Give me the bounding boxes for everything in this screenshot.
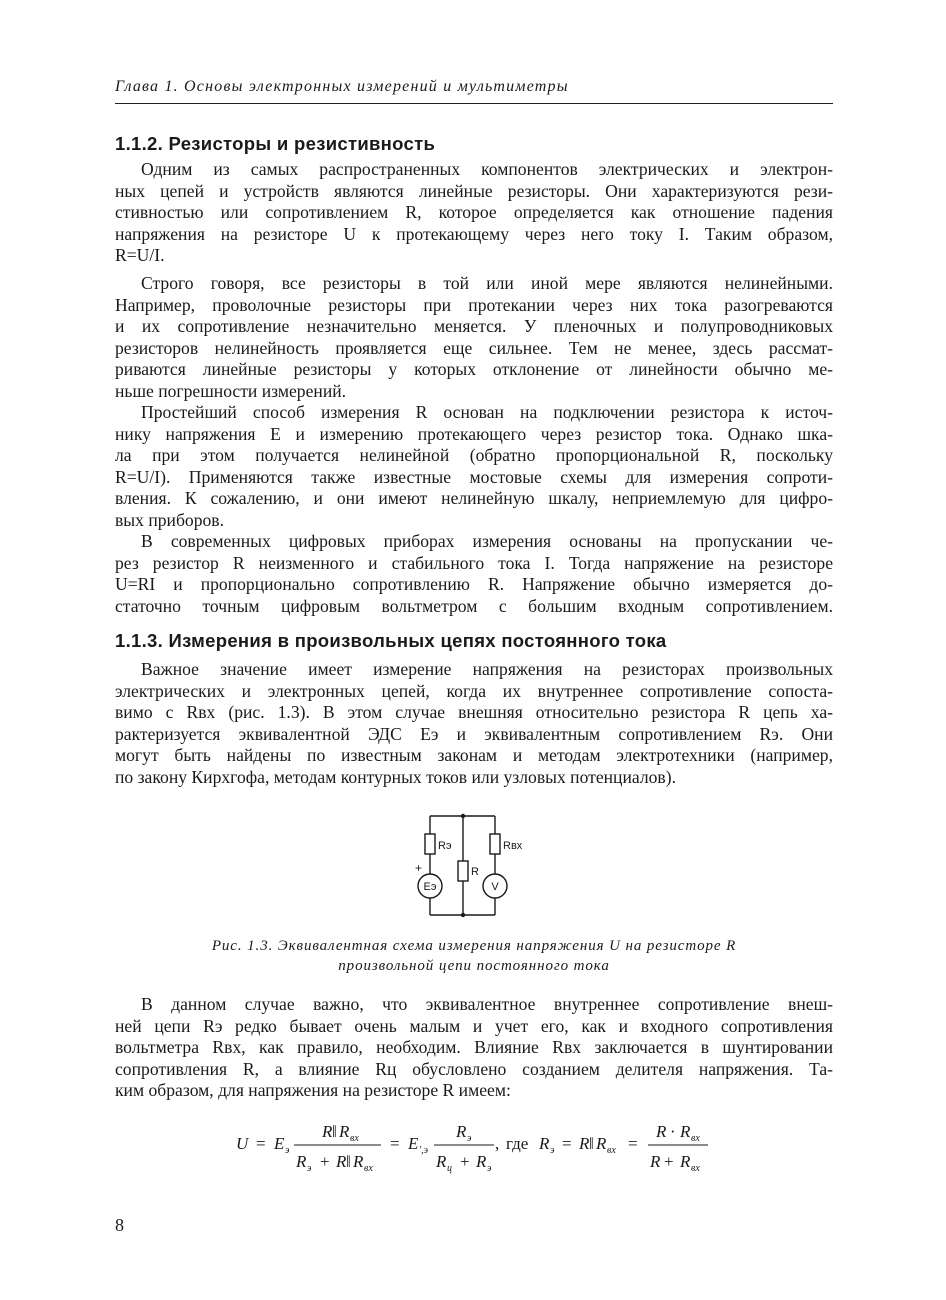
f-dot: · xyxy=(670,1122,676,1141)
f-eq: = xyxy=(256,1134,266,1153)
text-line: сопротивления R, а влияние Rц обусловлено созданием делителя напряжения. Та- xyxy=(115,1058,833,1079)
f-r: R xyxy=(650,1152,661,1171)
text-line: риваются линейные резисторы у которых отклонение от линейности обычно ме- xyxy=(115,359,833,379)
paragraph-3 xyxy=(115,402,833,531)
f-sub: вх xyxy=(691,1133,700,1144)
f-r: R xyxy=(680,1122,691,1141)
text-line: R=U/I. xyxy=(115,245,165,265)
text-line: статочно точным цифровым вольтметром с большим входным сопротивлением. xyxy=(115,595,833,616)
text-line: по закону Кирхгофа, методам контурных токов или узловых потенциалов). xyxy=(115,766,676,787)
f-sub: вх xyxy=(691,1163,700,1174)
f-e-sub: э xyxy=(285,1145,290,1156)
f-r: R xyxy=(680,1152,691,1171)
text-line: напряжения на резисторе U к протекающему через него току I. Таким образом, xyxy=(115,223,833,244)
node-dot-bottom xyxy=(461,913,465,917)
circuit-diagram xyxy=(395,808,545,923)
f-u: U xyxy=(236,1134,249,1153)
f-r: R xyxy=(476,1152,487,1171)
f-r: R xyxy=(596,1134,607,1153)
text-line: резисторов нелинейность проявляется еще сильнее. Тем не менее, здесь рассмат- xyxy=(115,337,833,358)
paragraph-2 xyxy=(115,273,833,402)
node-dot-top xyxy=(461,814,465,818)
f-sub: э xyxy=(487,1163,492,1174)
f-e: E xyxy=(274,1134,285,1153)
text-line: и их сопротивление незначительно меняется. У пленочных и полупроводниковых xyxy=(115,316,833,336)
f-sub: вх xyxy=(607,1145,616,1156)
text-line: нику напряжения E и измерению протекающего через резистор тока. Однако шка- xyxy=(115,423,833,444)
text-line: вимо с Rвх (рис. 1.3). В этом случае внешняя относительно резистора R цепь ха- xyxy=(115,702,833,722)
f-plus: + xyxy=(320,1152,330,1171)
f-sub: э xyxy=(550,1145,555,1156)
f-sub: э xyxy=(467,1133,472,1144)
label-rvx: Rвх xyxy=(503,840,523,852)
text-line: рез резистор R неизменного и стабильного тока I. Тогда напряжение на резисторе xyxy=(115,552,833,573)
resistor-r xyxy=(458,861,468,881)
f-e-sub: ',э xyxy=(419,1145,429,1156)
text-line: R=U/I). Применяются также известные мостовые схемы для измерения сопроти- xyxy=(115,466,833,487)
f-where: где xyxy=(506,1134,529,1153)
f-plus: + xyxy=(664,1152,674,1171)
text-line: ким образом, для напряжения на резисторе R имеем: xyxy=(115,1080,511,1100)
f-sub: ц xyxy=(447,1163,452,1174)
f-r: R xyxy=(656,1122,667,1141)
paragraph-5 xyxy=(115,659,833,788)
text-line: Строго говоря, все резисторы в той или иной мере являются нелинейными. xyxy=(141,273,833,293)
text-line: могут быть найдены по известным законам и методам электротехники (например, xyxy=(115,745,833,765)
text-line: электрических и электронных цепей, когда их внутреннее сопротивление сопоста- xyxy=(115,680,833,701)
page-number: 8 xyxy=(115,1215,124,1235)
f-par: ‖ xyxy=(589,1134,594,1153)
section-heading-1-1-2: 1.1.2. Резисторы и резистивность xyxy=(115,133,436,154)
f-sub: э xyxy=(307,1163,312,1174)
label-plus: + xyxy=(415,861,423,875)
f-eq: = xyxy=(390,1134,400,1153)
resistor-re xyxy=(425,834,435,854)
f-sub: вх xyxy=(364,1163,373,1174)
text-line: В современных цифровых приборах измерения основаны на пропускании че- xyxy=(141,531,833,551)
figure-caption xyxy=(115,936,833,976)
f-e: E xyxy=(408,1134,419,1153)
text-line: ней цепи Rэ редко бывает очень малым и учет его, как и входного сопротивления xyxy=(115,1015,833,1036)
f-comma: , xyxy=(495,1134,500,1153)
section-heading-1-1-3: 1.1.3. Измерения в произвольных цепях постоянного тока xyxy=(115,630,667,651)
f-r: R xyxy=(436,1152,447,1171)
running-head: Глава 1. Основы электронных измерений и мультиметры xyxy=(115,78,569,95)
f-r: R xyxy=(456,1122,467,1141)
text-line: вления. К сожалению, и они имеют нелинейную шкалу, неприемлемую для цифро- xyxy=(115,488,833,508)
f-r: R xyxy=(336,1152,347,1171)
text-line: U=RI и пропорционально сопротивлению R. Напряжение обычно измеряется до- xyxy=(115,574,833,594)
f-r: R xyxy=(539,1134,550,1153)
f-r: R xyxy=(296,1152,307,1171)
f-r: R xyxy=(579,1134,590,1153)
text-line: рактеризуется эквивалентной ЭДС Eэ и эквивалентным сопротивлением Rэ. Они xyxy=(115,723,833,744)
text-line: вых приборов. xyxy=(115,509,224,530)
label-re: Rэ xyxy=(438,840,452,852)
f-r: R xyxy=(353,1152,364,1171)
text-line: ных цепей и устройств являются линейные резисторы. Они характеризуются рези- xyxy=(115,180,833,201)
caption-line: произвольной цепи постоянного тока xyxy=(338,958,610,974)
text-line: Простейший способ измерения R основан на подключении резистора к источ- xyxy=(141,402,833,422)
paragraph-6 xyxy=(115,994,833,1102)
resistor-rvx xyxy=(490,834,500,854)
f-sub: вх xyxy=(350,1133,359,1144)
f-eq: = xyxy=(562,1134,572,1153)
label-ee: Eэ xyxy=(423,881,437,893)
f-r: R xyxy=(339,1122,350,1141)
f-r: R xyxy=(322,1122,333,1141)
f-plus: + xyxy=(460,1152,470,1171)
label-r: R xyxy=(471,866,479,878)
text-line: Одним из самых распространенных компонентов электрических и электрон- xyxy=(141,159,833,179)
f-eq: = xyxy=(628,1134,638,1153)
text-line: ньше погрешности измерений. xyxy=(115,380,347,401)
header-rule xyxy=(115,103,833,104)
text-line: ла при этом получается нелинейной (обратно пропорциональной R, поскольку xyxy=(115,445,833,465)
paragraph-4 xyxy=(115,531,833,617)
paragraph-1 xyxy=(115,159,833,267)
text-line: В данном случае важно, что эквивалентное внутреннее сопротивление внеш- xyxy=(141,994,833,1014)
text-line: вольтметра Rвх, как правило, необходим. Влияние Rвх заключается в шунтировании xyxy=(115,1037,833,1057)
label-v: V xyxy=(491,881,499,893)
text-line: Важное значение имеет измерение напряжения на резисторах произвольных xyxy=(141,659,833,679)
text-line: Например, проволочные резисторы при протекании через них тока разогреваются xyxy=(115,294,833,315)
f-par: ‖ xyxy=(346,1152,351,1171)
voltage-formula xyxy=(236,1118,836,1174)
f-par: ‖ xyxy=(332,1122,337,1141)
text-line: стивностью или сопротивлением R, которое определяется как отношение падения xyxy=(115,202,833,222)
caption-line: Рис. 1.3. Эквивалентная схема измерения напряжения U на резисторе R xyxy=(211,938,737,954)
